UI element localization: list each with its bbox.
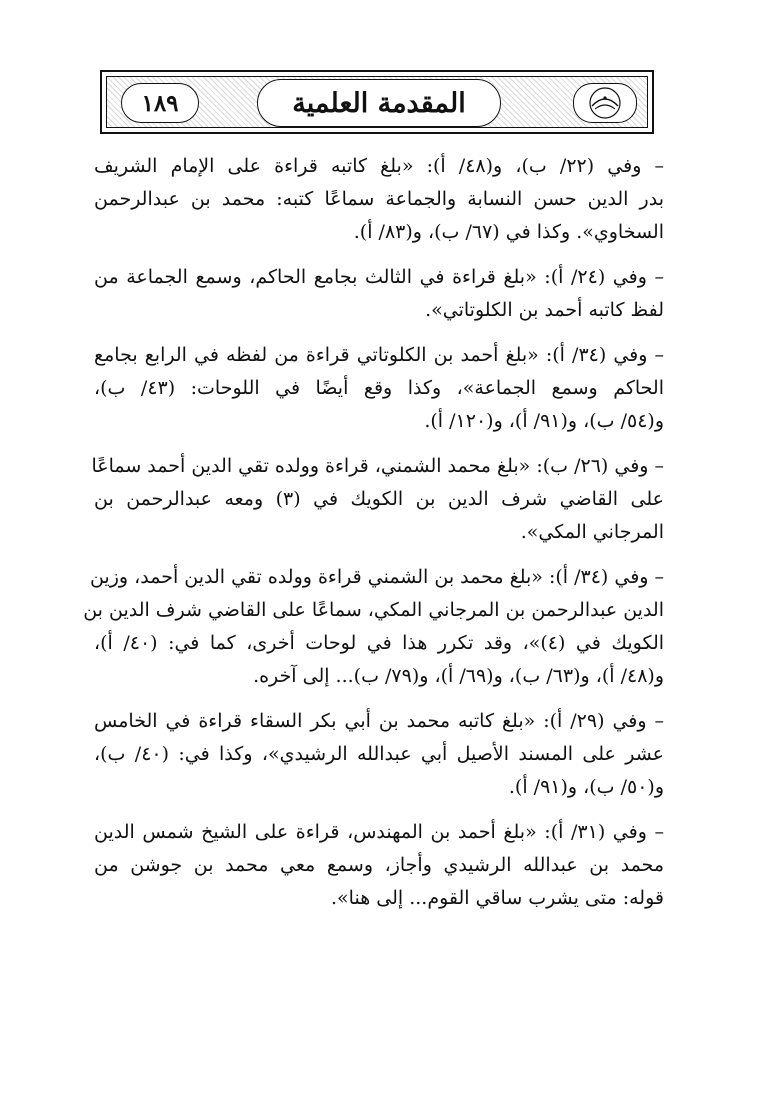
manuscript-note-entry xyxy=(94,339,664,438)
text-line: محمد بن عبدالله الرشيدي وأجاز، وسمع معي محمد بن جوشن من xyxy=(94,854,664,876)
text-line: – وفي (٣٤/ أ): «بلغ محمد بن الشمني قراءة وولده تقي الدين أحمد، وزين xyxy=(89,566,664,588)
text-line: و(٥٤/ ب)، و(٩١/ أ)، و(١٢٠/ أ). xyxy=(424,410,664,432)
text-line: قوله: متى يشرب ساقي القوم... إلى هنا». xyxy=(331,887,664,909)
text-line: – وفي (٣٤/ أ): «بلغ أحمد بن الكلوتاتي قراءة من لفظه في الرابع بجامع xyxy=(94,344,664,366)
publisher-logo-icon xyxy=(573,83,637,123)
manuscript-note-entry xyxy=(94,705,664,804)
text-line: و(٤٨/ أ)، و(٦٣/ ب)، و(٦٩/ أ)، و(٧٩/ ب)... إلى آخره. xyxy=(253,665,664,687)
text-line: الدين عبدالرحمن بن المرجاني المكي، سماعًا على القاضي شرف الدين بن xyxy=(83,599,664,621)
page-title-cartouche xyxy=(257,79,501,127)
text-line: و(٥٠/ ب)، و(٩١/ أ). xyxy=(508,776,664,798)
manuscript-note-entry xyxy=(94,816,664,915)
text-line: – وفي (٢٦/ ب): «بلغ محمد الشمني، قراءة وولده تقي الدين أحمد سماعًا xyxy=(91,455,664,477)
text-line: بدر الدين حسن النسابة والجماعة سماعًا كتبه: محمد بن عبدالرحمن xyxy=(94,188,664,210)
text-line: عشر على المسند الأصيل أبي عبدالله الرشيدي»، وكذا في: (٤٠/ ب)، xyxy=(94,743,665,765)
text-line: الكويك في (٤)»، وقد تكرر هذا في لوحات أخرى، كما في: (٤٠/ أ)، xyxy=(94,632,665,654)
manuscript-note-entry xyxy=(91,450,664,549)
page-number: ١٨٩ xyxy=(141,89,179,117)
manuscript-note-entry xyxy=(94,150,664,249)
text-line: – وفي (٢٢/ ب)، و(٤٨/ أ): «بلغ كاتبه قراءة على الإمام الشريف xyxy=(94,155,664,177)
manuscript-note-entry xyxy=(94,261,664,327)
text-line: – وفي (٢٤/ أ): «بلغ قراءة في الثالث بجامع الحاكم، وسمع الجماعة من xyxy=(94,266,664,288)
header-ornament-band xyxy=(106,76,648,128)
text-line: – وفي (٢٩/ أ): «بلغ كاتبه محمد بن أبي بكر السقاء قراءة في الخامس xyxy=(94,710,664,732)
page-header xyxy=(100,70,654,134)
page-body xyxy=(83,150,665,927)
page-number-cartouche xyxy=(121,83,199,123)
text-line: الحاكم وسمع الجماعة»، وكذا وقع أيضًا في اللوحات: (٤٣/ ب)، xyxy=(94,377,665,399)
text-line: المرجاني المكي». xyxy=(520,521,664,543)
text-line: لفظ كاتبه أحمد بن الكلوتاتي». xyxy=(425,299,664,321)
text-line: على القاضي شرف الدين بن الكويك في (٣) ومعه عبدالرحمن بن xyxy=(94,488,664,510)
text-line: – وفي (٣١/ أ): «بلغ أحمد بن المهندس، قراءة على الشيخ شمس الدين xyxy=(94,821,664,843)
manuscript-note-entry xyxy=(83,561,665,693)
text-line: السخاوي». وكذا في (٦٧/ ب)، و(٨٣/ أ). xyxy=(353,221,664,243)
page-title: المقدمة العلمية xyxy=(292,87,466,119)
